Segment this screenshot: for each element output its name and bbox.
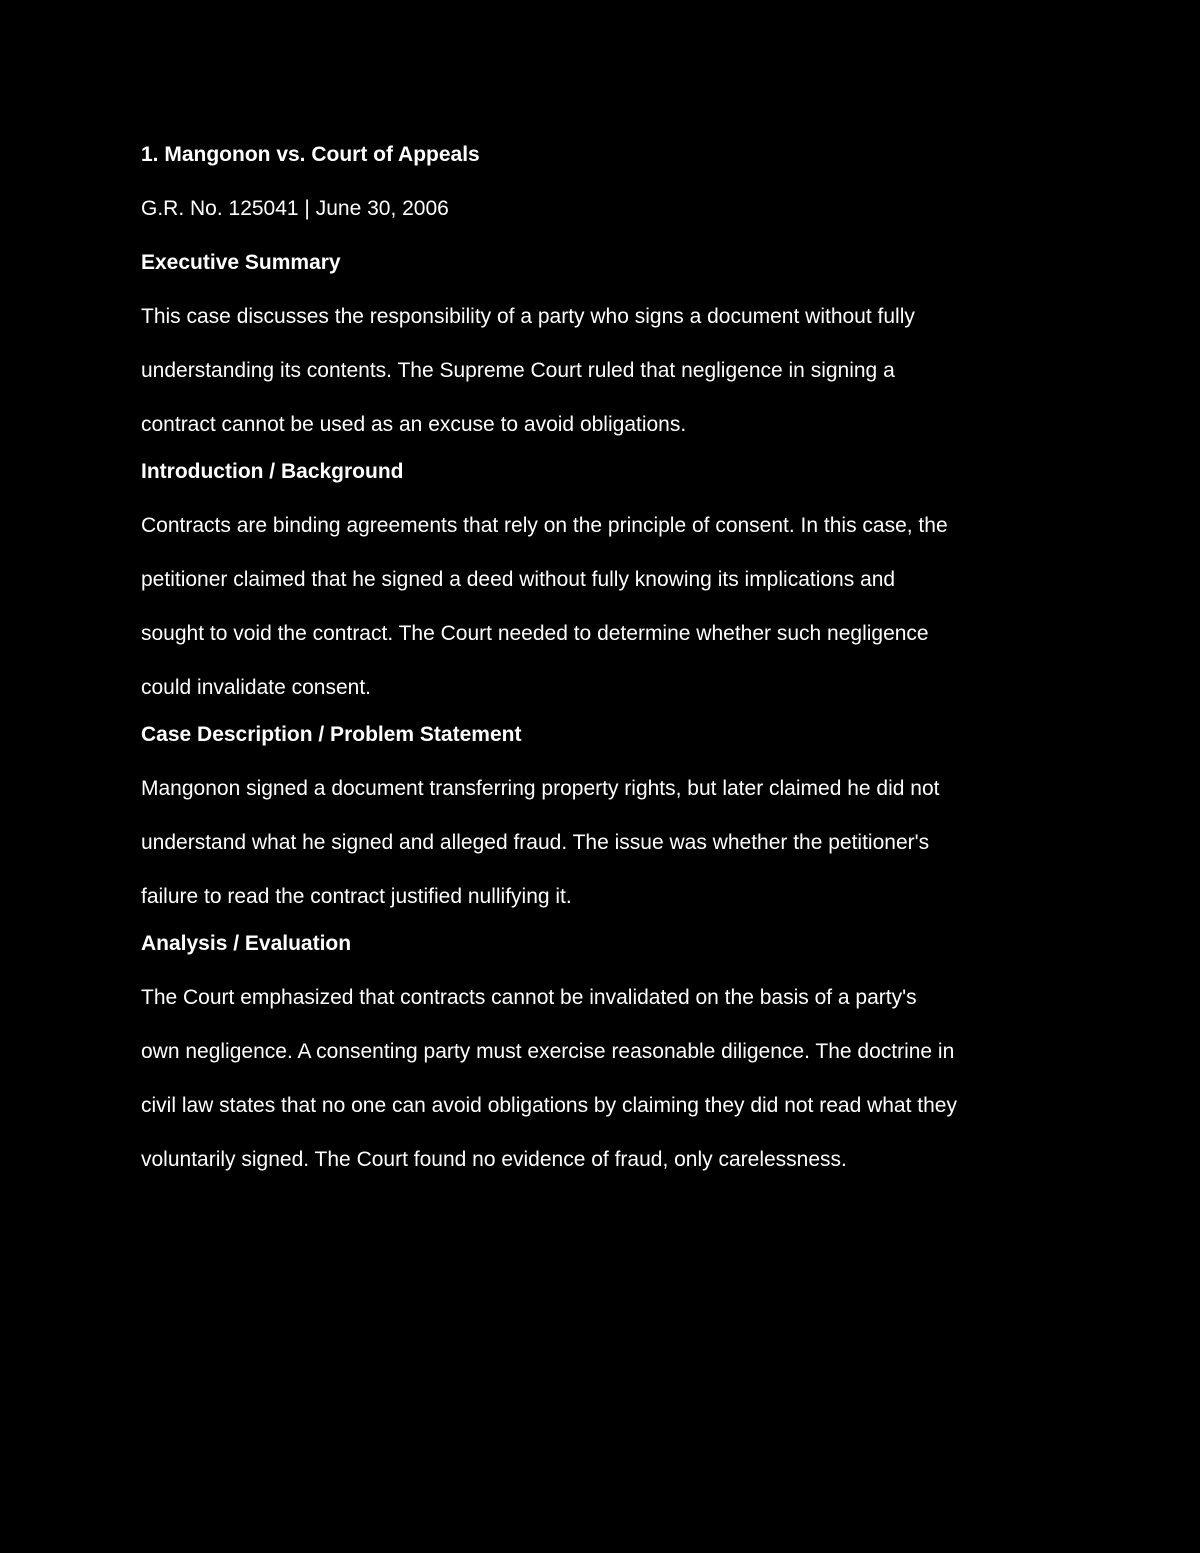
paragraph-line: petitioner claimed that he signed a deed without fully knowing its implications and <box>141 568 896 591</box>
document-page <box>141 135 1081 1187</box>
section-paragraph <box>141 971 1081 1187</box>
paragraph-line: contract cannot be used as an excuse to avoid obligations. <box>141 413 687 436</box>
section-heading: Analysis / Evaluation <box>141 932 352 955</box>
case-citation: G.R. No. 125041 | June 30, 2006 <box>141 197 449 220</box>
section-analysis <box>141 924 1081 1187</box>
paragraph-line: The Court emphasized that contracts cannot be invalidated on the basis of a party's <box>141 986 917 1009</box>
paragraph-line: civil law states that no one can avoid obligations by claiming they did not read what they <box>141 1094 957 1117</box>
section-introduction <box>141 452 1081 715</box>
section-paragraph <box>141 762 1081 924</box>
paragraph-line: Mangonon signed a document transferring property rights, but later claimed he did not <box>141 777 940 800</box>
case-title: 1. Mangonon vs. Court of Appeals <box>141 143 480 166</box>
section-heading: Case Description / Problem Statement <box>141 723 522 746</box>
section-heading: Executive Summary <box>141 251 341 274</box>
section-executive-summary <box>141 243 1081 452</box>
paragraph-line: understand what he signed and alleged fraud. The issue was whether the petitioner's <box>141 831 930 854</box>
section-case-description <box>141 715 1081 924</box>
paragraph-line: This case discusses the responsibility of a party who signs a document without fully <box>141 305 915 328</box>
paragraph-line: could invalidate consent. <box>141 676 371 699</box>
paragraph-line: Contracts are binding agreements that rely on the principle of consent. In this case, the <box>141 514 948 537</box>
paragraph-line: own negligence. A consenting party must exercise reasonable diligence. The doctrine in <box>141 1040 955 1063</box>
section-paragraph <box>141 290 1081 452</box>
paragraph-line: failure to read the contract justified nullifying it. <box>141 885 572 908</box>
paragraph-line: understanding its contents. The Supreme Court ruled that negligence in signing a <box>141 359 895 382</box>
section-heading: Introduction / Background <box>141 460 404 483</box>
section-paragraph <box>141 499 1081 715</box>
paragraph-line: sought to void the contract. The Court needed to determine whether such negligence <box>141 622 929 645</box>
paragraph-line: voluntarily signed. The Court found no evidence of fraud, only carelessness. <box>141 1148 847 1171</box>
